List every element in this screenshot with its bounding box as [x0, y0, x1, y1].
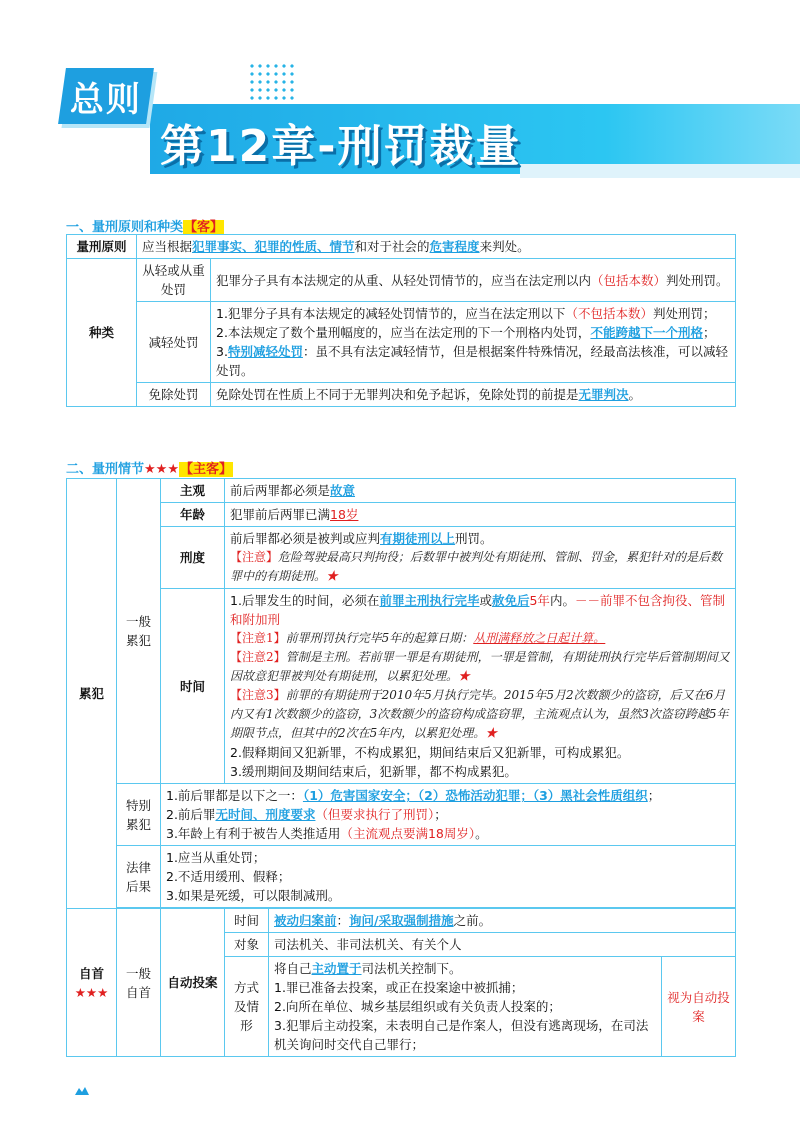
sub-label: 自动投案 — [161, 909, 225, 1057]
row-label: 累犯 — [67, 479, 117, 909]
sub-label: 对象 — [225, 933, 269, 957]
title-band-shadow — [520, 164, 800, 178]
row-label: 自首 ★★★ — [67, 909, 117, 1057]
sub-label: 一般累犯 — [117, 479, 161, 784]
cell-text: 前后罪都必须是被判或应判有期徒刑以上刑罚。 【注意】危险驾驶最高只判拘役；后数罪中被判处有期徒刑、管制、罚金，累犯针对的是后数罪中的有期徒刑。★ — [225, 527, 736, 589]
sentencing-circumstances-table — [66, 478, 736, 1057]
cell-text: 犯罪分子具有本法规定的从重、从轻处罚情节的，应当在法定刑以内（包括本数）判处刑罚。 — [211, 259, 736, 302]
cell-text: 1.应当从重处罚； 2.不适用缓刑、假释； 3.如果是死缓，可以限制减刑。 — [161, 846, 736, 908]
deemed-surrender-note: 视为自动投案 — [662, 957, 736, 1057]
sub-label: 特别累犯 — [117, 784, 161, 846]
page-corner-icon — [74, 1086, 90, 1096]
sub-label: 刑度 — [161, 527, 225, 589]
cell-text: 1.犯罪分子具有本法规定的减轻处罚情节的，应当在法定刑以下（不包括本数）判处刑罚； 2.本法规定了数个量刑幅度的，应当在法定刑的下一个刑格内处罚，不能跨越下一个刑格； 3.特别减轻处罚：虽不具有法定减轻情节，但是根据案件特殊情况，经最高法核准，可以减轻处罚。 — [211, 302, 736, 383]
table-row — [67, 909, 736, 933]
cell-text: 司法机关、非司法机关、有关个人 — [269, 933, 736, 957]
table-row — [67, 527, 736, 589]
table-row — [67, 589, 736, 784]
cell-text: 免除处罚在性质上不同于无罪判决和免予起诉，免除处罚的前提是无罪判决。 — [211, 383, 736, 407]
table-row — [67, 259, 736, 302]
sub-label: 主观 — [161, 479, 225, 503]
sub-label: 免除处罚 — [137, 383, 211, 407]
cell-text: 前后两罪都必须是故意 — [225, 479, 736, 503]
section-heading-2: 二、量刑情节★★★【主客】 — [66, 462, 232, 477]
decorative-dots — [248, 62, 298, 102]
sub-label: 时间 — [225, 909, 269, 933]
cell-text: 1.后罪发生的时间，必须在前罪主刑执行完毕或赦免后5年内。－－前罪不包含拘役、管制和附加刑 【注意1】前罪刑罚执行完毕5年的起算日期：从刑满释放之日起计算。 【注意2】管制是主刑。若前罪一罪是有期徒刑，一罪是管制，有期徒刑执行完毕后管制期间又因故意犯罪被判处有期徒刑，以累犯处理。★ 【注意3】前罪的有期徒刑于2010年5月执行完毕。2015年5月2次数额少的盗窃，后又在6月内又有1次数额少的盗窃，3次数额少的盗窃构成盗窃罪，主流观点认为，虽然3次盗窃跨越5年期限节点，但其中的2次在5年内，以累犯处理。★ 2.假释期间又犯新罪，不构成累犯，期间结束后又犯新罪，可构成累犯。 3.缓刑期间及期间结束后，犯新罪，都不构成累犯。 — [225, 589, 736, 784]
table-row — [67, 846, 736, 908]
table-row — [67, 383, 736, 407]
part-tag: 总则 — [58, 68, 154, 124]
principle-text: 应当根据犯罪事实、犯罪的性质、情节和对于社会的危害程度来判处。 — [137, 235, 736, 259]
sub-label: 方式及情形 — [225, 957, 269, 1057]
sub-label: 法律后果 — [117, 846, 161, 908]
sub-label: 一般自首 — [117, 909, 161, 1057]
cell-text: 被动归案前：询问/采取强制措施之前。 — [269, 909, 736, 933]
table-row — [67, 784, 736, 846]
sub-label: 减轻处罚 — [137, 302, 211, 383]
cell-text: 将自己主动置于司法机关控制下。 1.罪已准备去投案，或正在投案途中被抓捕； 2.向所在单位、城乡基层组织或有关负责人投案的； 3.犯罪后主动投案，未表明自己是作案人，但没有逃离现场，在司法机关询问时交代自己罪行； — [269, 957, 662, 1057]
sub-label: 时间 — [161, 589, 225, 784]
sub-label: 从轻或从重处罚 — [137, 259, 211, 302]
sentencing-principles-table — [66, 234, 736, 407]
sub-label: 年龄 — [161, 503, 225, 527]
chapter-title: 第12章-刑罚裁量 — [160, 121, 522, 172]
table-row — [67, 503, 736, 527]
table-row — [67, 479, 736, 503]
cell-text: 犯罪前后两罪已满18岁 — [225, 503, 736, 527]
table-row — [67, 302, 736, 383]
row-label: 量刑原则 — [67, 235, 137, 259]
table-row — [67, 235, 736, 259]
cell-text: 1.前后罪都是以下之一：（1）危害国家安全；（2）恐怖活动犯罪；（3）黑社会性质组织； 2.前后罪无时间、刑度要求（但要求执行了刑罚）； 3.年龄上有利于被告人类推适用（主流观点要满18周岁）。 — [161, 784, 736, 846]
section-heading-1: 一、量刑原则和种类【客】 — [66, 220, 224, 235]
chapter-header — [0, 0, 800, 200]
row-label: 种类 — [67, 259, 137, 407]
